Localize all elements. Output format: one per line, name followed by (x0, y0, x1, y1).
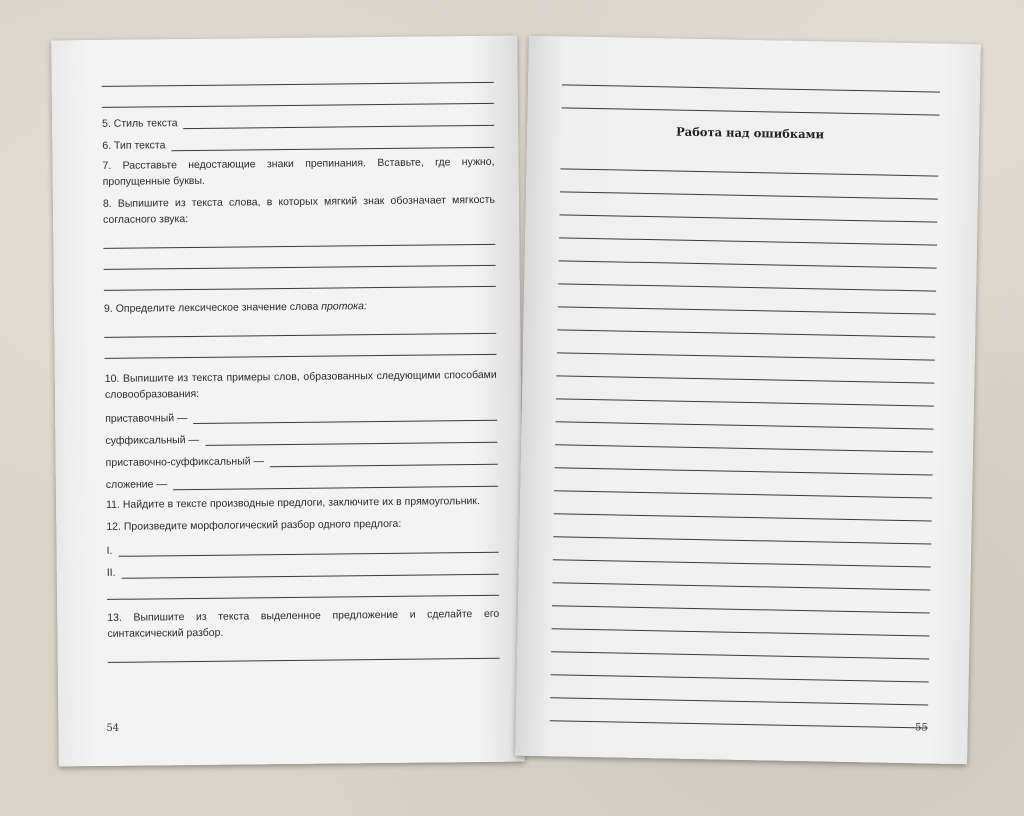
question-11: 11. Найдите в тексте производные предлоги, заключите их в прямоугольник. (106, 494, 480, 511)
method-row (105, 421, 497, 447)
type-answer-line (171, 135, 494, 151)
method-row (106, 465, 498, 491)
roman-label: II. (106, 566, 116, 579)
page-number-left: 54 (106, 722, 120, 734)
right-page-content (550, 76, 940, 728)
style-label: 5. Стиль текста (102, 117, 178, 130)
style-row (102, 104, 494, 130)
method-row (105, 399, 497, 425)
right-page (515, 36, 981, 765)
method-label: приставочный — (105, 412, 188, 425)
answer-line (104, 266, 496, 291)
question-12: 12. Произведите морфологический разбор одного предлога: (106, 517, 402, 533)
method-answer-line (173, 474, 498, 490)
answer-line (108, 638, 500, 663)
method-label: сложение — (105, 478, 167, 491)
method-label: приставочно-суффиксальный — (105, 455, 265, 469)
roman-label: I. (106, 544, 113, 557)
type-label: 6. Тип текста (102, 139, 166, 152)
left-page (51, 36, 525, 767)
roman-row (106, 531, 498, 557)
type-row (102, 126, 494, 152)
page-number-right: 55 (914, 722, 928, 734)
question-9-word: протока: (321, 300, 367, 313)
answer-line (107, 575, 499, 600)
question-13: 13. Выпишите из текста выделенное предложение и сделайте его синтаксический разбор. (107, 607, 500, 640)
method-answer-line (270, 452, 498, 467)
roman-row (107, 553, 499, 579)
method-row (105, 443, 497, 469)
question-7: 7. Расставьте недостающие знаки препинания. Вставьте, где нужно, пропущенные буквы. (102, 155, 495, 188)
question-8: 8. Выпишите из текста слова, в которых мягкий знак обозначает мягкость согласного звука: (102, 193, 495, 226)
left-page-content (102, 72, 500, 663)
question-9-text: 9. Определите лексическое значение слова (103, 300, 322, 315)
section-heading: Работа над ошибками (675, 124, 825, 142)
question-10: 10. Выпишите из текста примеры слов, образованных следующими способами словообразования: (104, 368, 497, 401)
method-label: суффиксальный — (105, 433, 200, 447)
answer-line (104, 334, 496, 359)
